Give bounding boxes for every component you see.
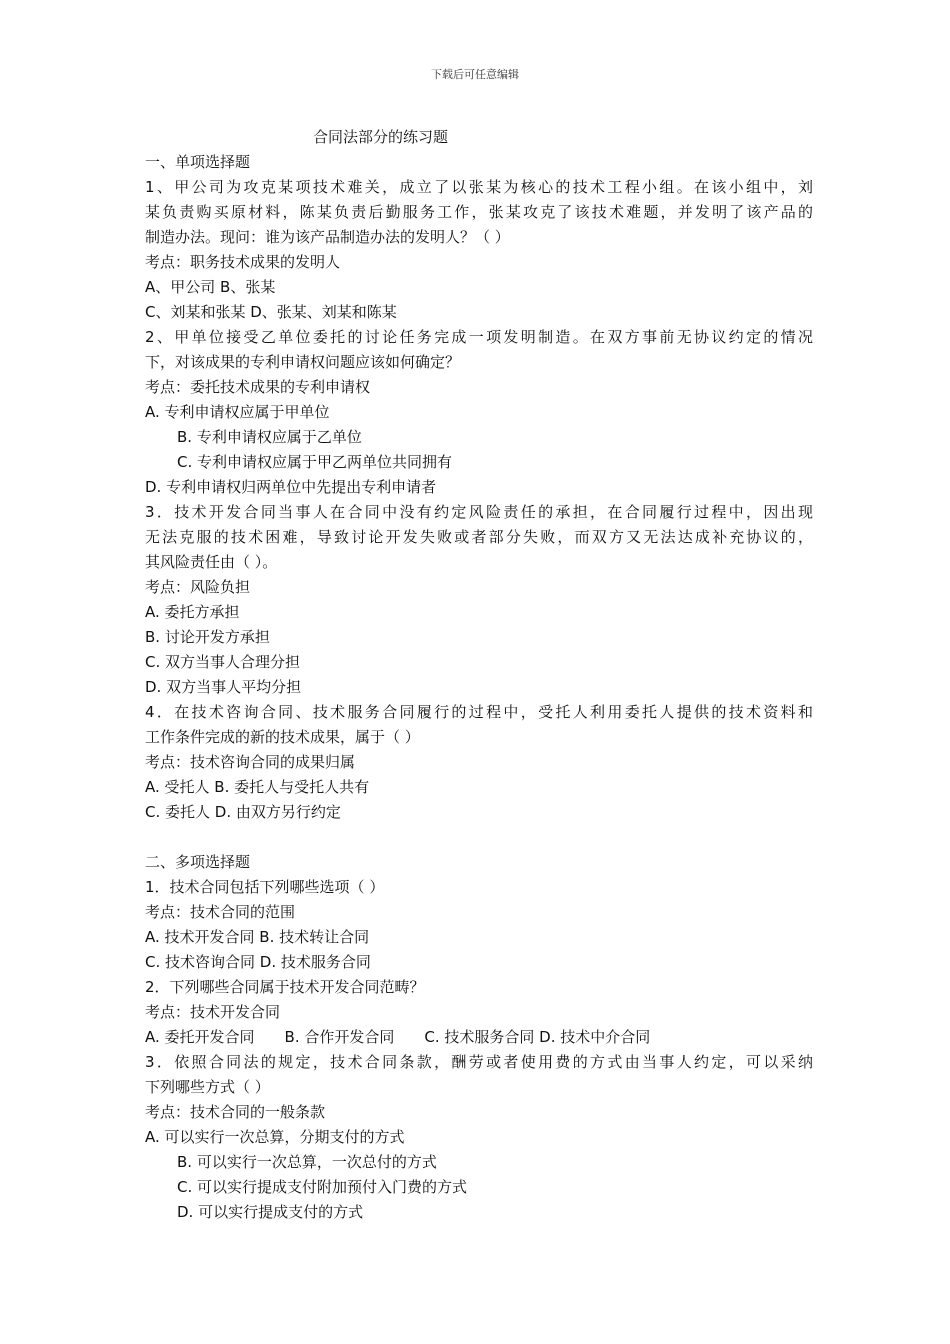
option-line: C. 双方当事人合理分担 (145, 653, 301, 671)
option-line: A. 专利申请权应属于甲单位 (145, 403, 330, 421)
question-text: 某负责购买原材料，陈某负责后勤服务工作，张某攻克了该技术难题，并发明了该产品的 (145, 203, 813, 221)
option-line: D. 可以实行提成支付的方式 (177, 1203, 364, 1221)
option-line: B. 讨论开发方承担 (145, 628, 270, 646)
exam-point: 考点：职务技术成果的发明人 (145, 253, 341, 271)
exam-point: 考点：委托技术成果的专利申请权 (145, 378, 371, 396)
option-line: C、刘某和张某 D、张某、刘某和陈某 (145, 303, 397, 321)
question-text: 下列哪些方式（ ） (145, 1078, 270, 1096)
option-line: A. 委托开发合同 B. 合作开发合同 C. 技术服务合同 D. 技术中介合同 (145, 1028, 651, 1046)
option-line: D. 专利申请权归两单位中先提出专利申请者 (145, 478, 437, 496)
question-text: 3．依照合同法的规定，技术合同条款，酬劳或者使用费的方式由当事人约定，可以采纳 (145, 1053, 813, 1071)
exam-point: 考点：技术咨询合同的成果归属 (145, 753, 356, 771)
exam-point: 考点：技术合同的范围 (145, 903, 296, 921)
section-heading-multiple-choice: 二、多项选择题 (145, 853, 251, 871)
option-line: D. 双方当事人平均分担 (145, 678, 302, 696)
question-text: 下，对该成果的专利申请权问题应该如何确定？ (145, 353, 461, 371)
option-line: C. 委托人 D. 由双方另行约定 (145, 803, 341, 821)
exam-point: 考点：风险负担 (145, 578, 251, 596)
option-line: A. 受托人 B. 委托人与受托人共有 (145, 778, 370, 796)
exam-point: 考点：技术合同的一般条款 (145, 1103, 326, 1121)
option-line: B. 专利申请权应属于乙单位 (177, 428, 362, 446)
question-text: 其风险责任由（ ）。 (145, 553, 278, 571)
question-text: 3．技术开发合同当事人在合同中没有约定风险责任的承担，在合同履行过程中，因出现 (145, 503, 813, 521)
option-line: A、甲公司 B、张某 (145, 278, 276, 296)
option-line: B. 可以实行一次总算，一次总付的方式 (177, 1153, 437, 1171)
blank-line (145, 825, 813, 850)
option-line: A. 委托方承担 (145, 603, 240, 621)
question-text: 1、甲公司为攻克某项技术难关，成立了以张某为核心的技术工程小组。在该小组中，刘 (145, 178, 813, 196)
question-text: 制造办法。现问：谁为该产品制造办法的发明人？（ ） (145, 228, 510, 246)
question-text: 2．下列哪些合同属于技术开发合同范畴？ (145, 978, 425, 996)
option-line: C. 专利申请权应属于甲乙两单位共同拥有 (177, 453, 453, 471)
question-text: 1．技术合同包括下列哪些选项（ ） (145, 878, 385, 896)
document-body (145, 125, 813, 1225)
exam-point: 考点：技术开发合同 (145, 1003, 281, 1021)
question-text: 无法克服的技术困难，导致讨论开发失败或者部分失败，而双方又无法达成补充协议的， (145, 528, 813, 546)
section-heading-single-choice: 一、单项选择题 (145, 153, 251, 171)
question-text: 2、甲单位接受乙单位委托的讨论任务完成一项发明制造。在双方事前无协议约定的情况 (145, 328, 813, 346)
document-title: 合同法部分的练习题 (313, 128, 449, 146)
question-text: 4．在技术咨询合同、技术服务合同履行的过程中，受托人利用委托人提供的技术资料和 (145, 703, 813, 721)
option-line: A. 技术开发合同 B. 技术转让合同 (145, 928, 370, 946)
option-line: A. 可以实行一次总算，分期支付的方式 (145, 1128, 405, 1146)
question-text: 工作条件完成的新的技术成果，属于（ ） (145, 728, 420, 746)
option-line: C. 可以实行提成支付附加预付入门费的方式 (177, 1178, 468, 1196)
header-note: 下载后可任意编辑 (431, 68, 519, 81)
option-line: C. 技术咨询合同 D. 技术服务合同 (145, 953, 371, 971)
